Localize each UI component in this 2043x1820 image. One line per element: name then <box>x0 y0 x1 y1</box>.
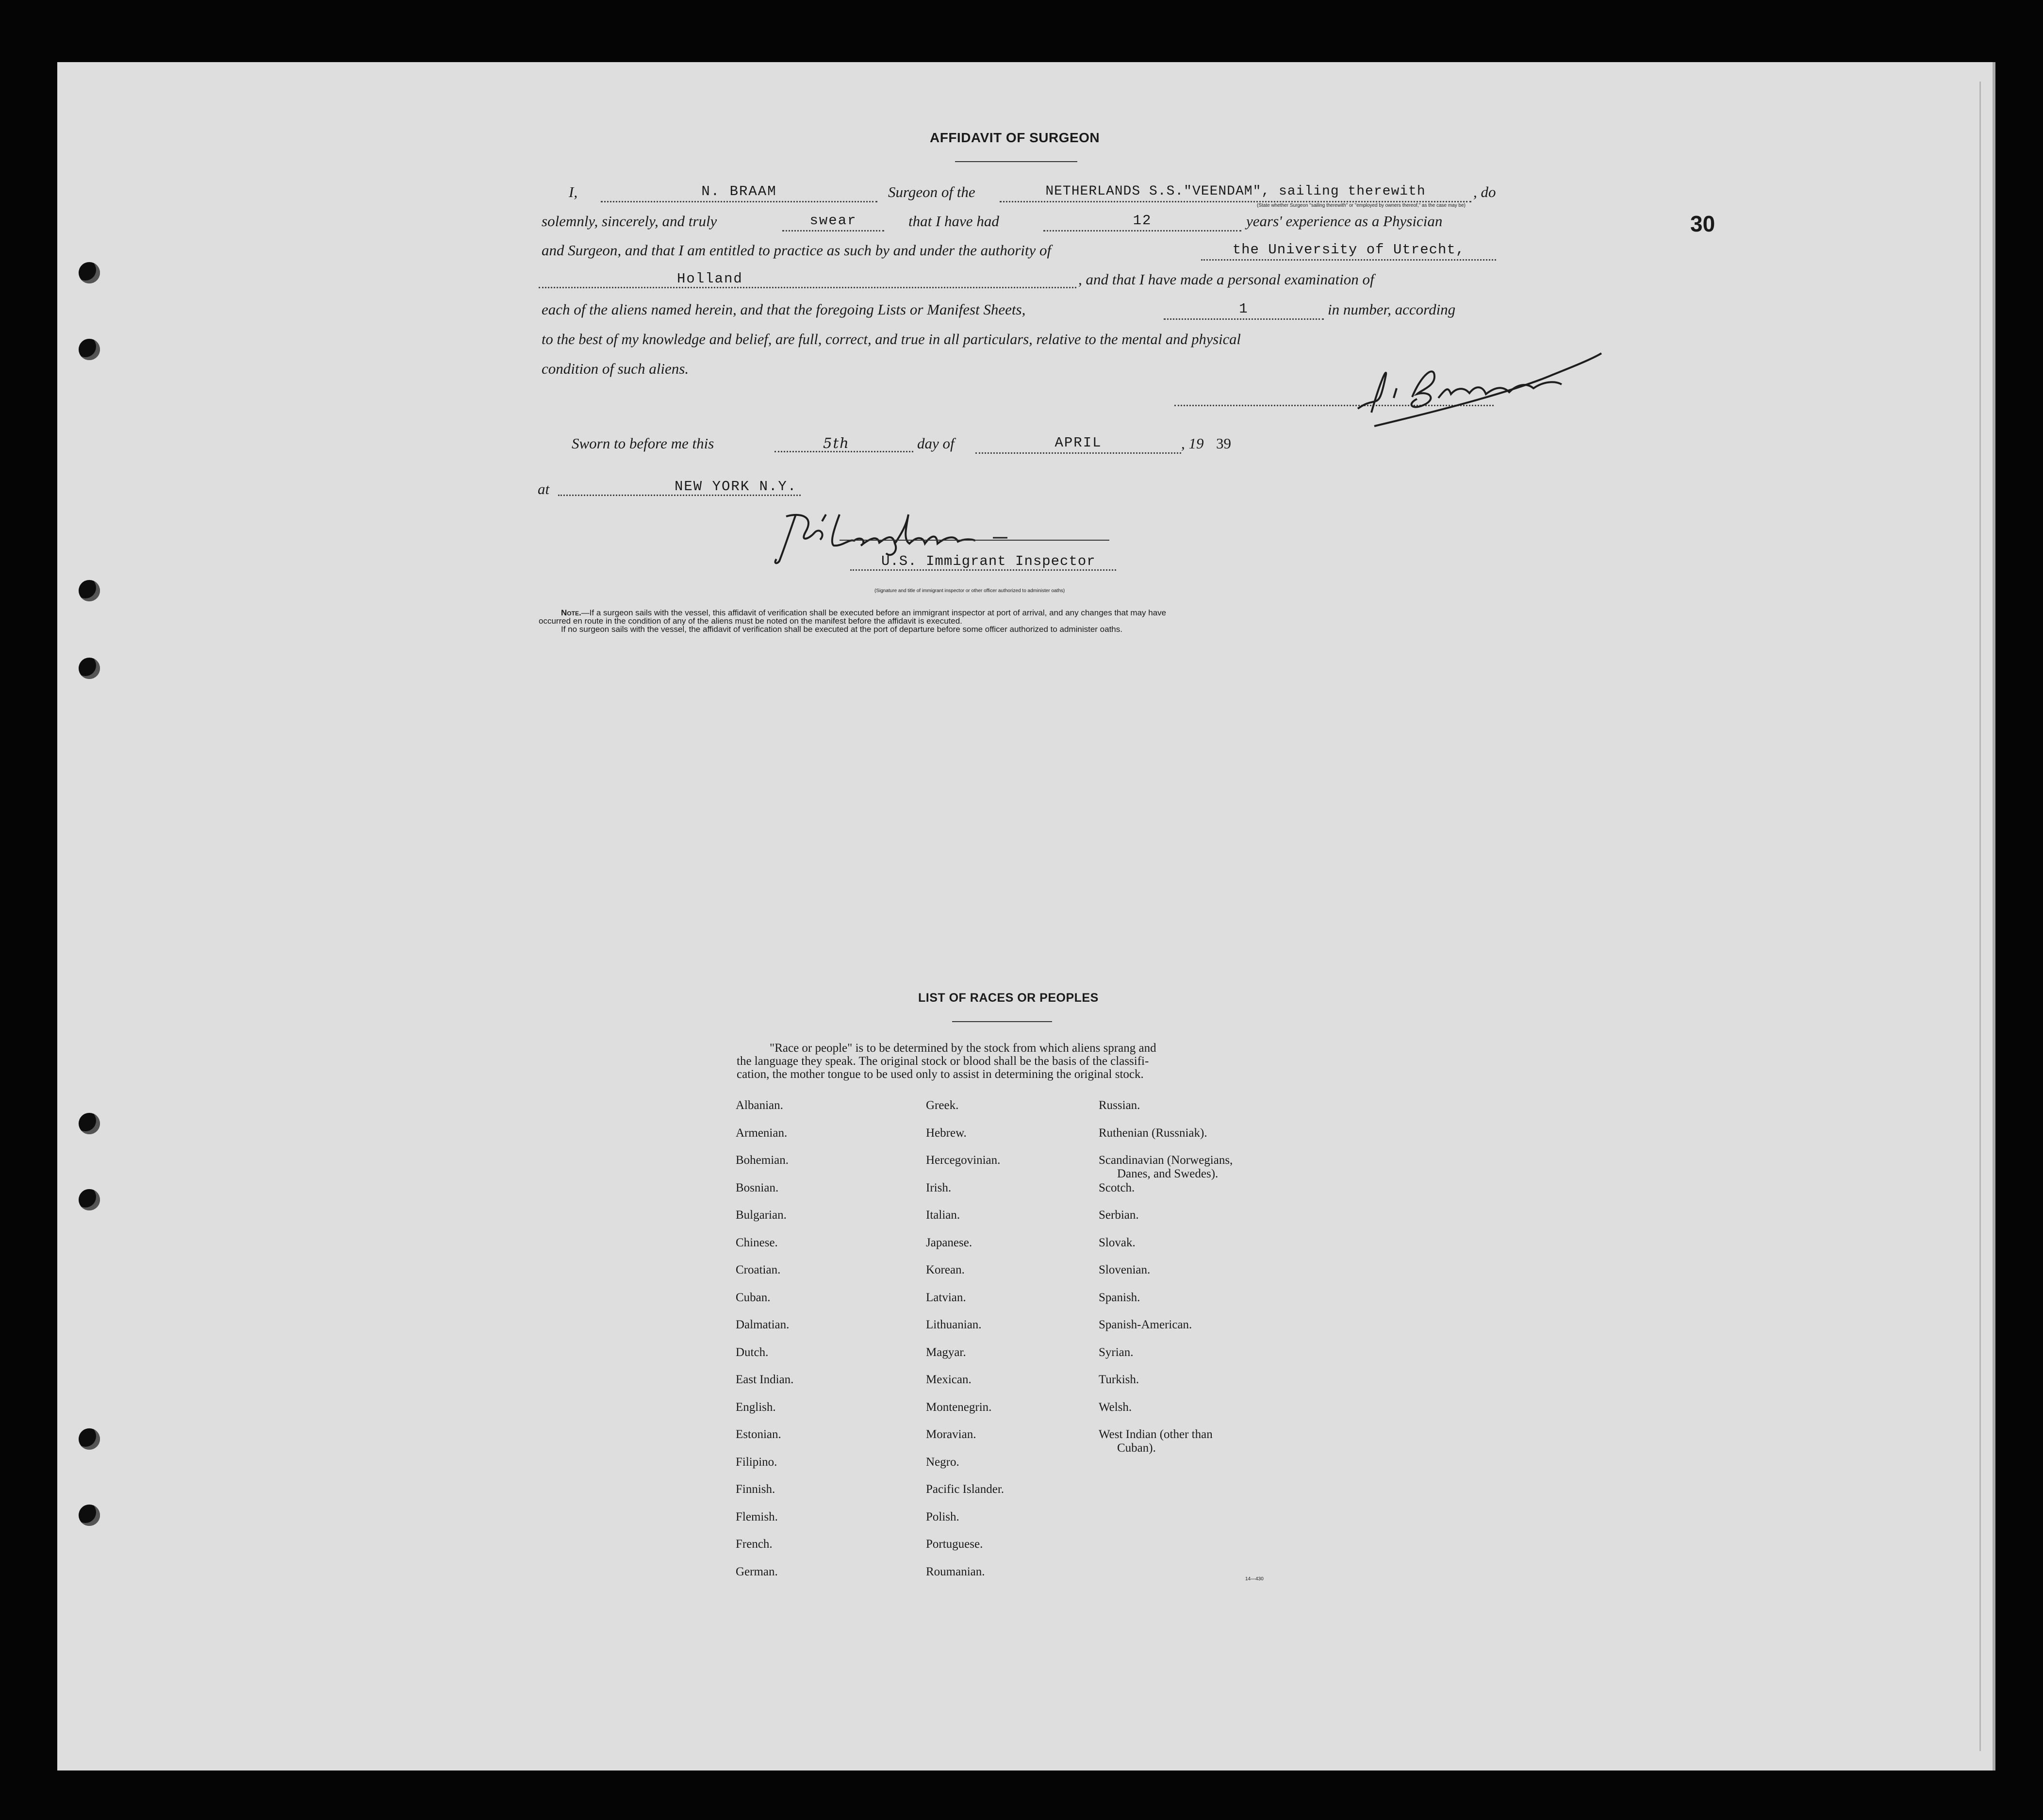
race-item: Spanish-American. <box>1099 1318 1192 1331</box>
note-line-3: If no surgeon sails with the vessel, the affidavit of verification shall be executed at the port of departure before some officer authorized to administer oaths. <box>561 625 1122 634</box>
race-item: Latvian. <box>926 1291 966 1304</box>
race-item: Dalmatian. <box>736 1318 790 1331</box>
affidavit-text: Surgeon of the <box>888 183 975 200</box>
authority-field-continued: Holland <box>539 271 1076 288</box>
races-intro-line-1: "Race or people" is to be determined by the stock from which aliens sprang and <box>770 1042 1156 1055</box>
place-field: NEW YORK N.Y. <box>558 479 801 496</box>
race-item: Moravian. <box>926 1428 976 1441</box>
month-field: APRIL <box>975 435 1181 454</box>
race-item: Mexican. <box>926 1373 972 1386</box>
note-line-1 <box>539 609 1166 617</box>
affidavit-text: each of the aliens named herein, and that the foregoing Lists or Manifest Sheets, <box>542 301 1026 318</box>
race-item: Slovenian. <box>1099 1263 1151 1276</box>
race-item: Lithuanian. <box>926 1318 982 1331</box>
race-item: Slovak. <box>1099 1236 1136 1249</box>
affidavit-text: to the best of my knowledge and belief, are full, correct, and true in all particulars, relative to the mental and physical <box>542 331 1241 347</box>
race-item: Portuguese. <box>926 1538 983 1551</box>
affidavit-title: AFFIDAVIT OF SURGEON <box>930 130 1100 145</box>
race-item: Polish. <box>926 1510 959 1523</box>
races-intro <box>737 1042 1156 1081</box>
race-item: Flemish. <box>736 1510 778 1523</box>
race-item: Cuban. <box>736 1291 771 1304</box>
race-item: Serbian. <box>1099 1208 1139 1222</box>
affidavit-note <box>539 609 1166 633</box>
affidavit-text: that I have had <box>908 213 999 230</box>
race-item: West Indian (other than <box>1099 1428 1213 1441</box>
race-item: Croatian. <box>736 1263 781 1276</box>
signature-caption: (Signature and title of immigrant inspector or other officer authorized to administer oaths) <box>874 588 1065 594</box>
day-value: 5th <box>823 435 850 451</box>
punch-hole <box>79 339 100 360</box>
race-item: Irish. <box>926 1181 952 1194</box>
ship-field-note: (State whether Surgeon "sailing therewith" or "employed by owners thereof," as the case may be) <box>1257 203 1466 208</box>
race-item: Filipino. <box>736 1455 777 1469</box>
inspector-title-field: U.S. Immigrant Inspector <box>850 553 1116 571</box>
affidavit-text: in number, according <box>1328 301 1456 318</box>
race-item: Cuban). <box>1117 1441 1156 1455</box>
document-page <box>57 62 1995 1770</box>
race-item: Magyar. <box>926 1345 966 1359</box>
race-item: Finnish. <box>736 1483 775 1496</box>
race-item: Armenian. <box>736 1126 788 1140</box>
race-item: Chinese. <box>736 1236 778 1249</box>
race-item: Japanese. <box>926 1236 972 1249</box>
page-number: 30 <box>1690 211 1715 236</box>
race-item: Bulgarian. <box>736 1208 787 1222</box>
punch-hole <box>79 1428 100 1450</box>
punch-hole <box>79 1505 100 1526</box>
race-item: Bosnian. <box>736 1181 779 1194</box>
note-line-2: occurred en route in the condition of any of the aliens must be noted on the manifest before the affidavit is executed. <box>539 616 962 626</box>
title-rule <box>955 161 1077 162</box>
race-item: French. <box>736 1538 773 1551</box>
race-item: Bohemian. <box>736 1154 789 1167</box>
sworn-text: Sworn to before me this <box>572 435 714 452</box>
affidavit-text: years' experience as a Physician <box>1246 213 1443 230</box>
race-item: Spanish. <box>1099 1291 1140 1304</box>
affidavit-text: I, <box>569 183 578 200</box>
race-item: Hebrew. <box>926 1126 967 1140</box>
race-item: Estonian. <box>736 1428 781 1441</box>
oath-field: swear <box>782 213 884 232</box>
races-intro-line-2: the language they speak. The original stock or blood shall be the basis of the classifi- <box>737 1055 1149 1068</box>
affidavit-text: solemnly, sincerely, and truly <box>542 213 717 230</box>
race-item: Russian. <box>1099 1099 1140 1112</box>
race-item: English. <box>736 1400 776 1414</box>
races-intro-line-3: cation, the mother tongue to be used only to assist in determining the original stock. <box>737 1068 1144 1081</box>
affidavit-text: , and that I have made a personal examination of <box>1078 271 1374 288</box>
note-line-1-text: —If a surgeon sails with the vessel, this affidavit of verification shall be executed before an immigrant inspector at port of arrival, and any changes that may have <box>581 608 1167 617</box>
punch-hole <box>79 580 100 601</box>
race-item: Korean. <box>926 1263 965 1276</box>
race-item: Ruthenian (Russniak). <box>1099 1126 1207 1140</box>
sworn-text: at <box>538 480 550 497</box>
sheets-field: 1 <box>1164 301 1324 320</box>
race-item: Scotch. <box>1099 1181 1135 1194</box>
race-item: Italian. <box>926 1208 960 1222</box>
race-item: Greek. <box>926 1099 959 1112</box>
punch-hole <box>79 1113 100 1134</box>
race-item: Scandinavian (Norwegians, <box>1099 1154 1233 1167</box>
race-item: Montenegrin. <box>926 1400 992 1414</box>
race-item: Welsh. <box>1099 1400 1132 1414</box>
authority-field: the University of Utrecht, <box>1201 242 1496 261</box>
surgeon-signature <box>1349 340 1611 437</box>
affidavit-text: , do <box>1473 183 1496 200</box>
year-field: 39 <box>1216 435 1231 452</box>
race-item: Pacific Islander. <box>926 1483 1005 1496</box>
form-number: 14—430 <box>1245 1576 1264 1582</box>
races-title: LIST OF RACES OR PEOPLES <box>918 991 1099 1005</box>
sworn-text: , 19 <box>1181 435 1204 452</box>
race-item: Danes, and Swedes). <box>1117 1167 1219 1180</box>
race-item: East Indian. <box>736 1373 794 1386</box>
races-title-rule <box>952 1021 1052 1022</box>
sworn-text: day of <box>917 435 955 452</box>
day-field <box>774 435 913 452</box>
years-field: 12 <box>1043 213 1241 232</box>
surgeon-name-field: N. BRAAM <box>601 183 877 202</box>
race-item: Roumanian. <box>926 1565 985 1578</box>
punch-hole <box>79 658 100 679</box>
race-item: Albanian. <box>736 1099 783 1112</box>
punch-hole <box>79 262 100 283</box>
inspector-signature-line <box>840 540 1109 541</box>
ship-field: NETHERLANDS S.S."VEENDAM", sailing therewith <box>1000 183 1471 202</box>
punch-hole <box>79 1189 100 1210</box>
race-item: Hercegovinian. <box>926 1154 1001 1167</box>
race-item: German. <box>736 1565 778 1578</box>
race-item: Syrian. <box>1099 1345 1134 1359</box>
race-item: Negro. <box>926 1455 959 1469</box>
note-lead: Note. <box>561 608 581 617</box>
race-item: Dutch. <box>736 1345 769 1359</box>
affidavit-text: condition of such aliens. <box>542 360 689 377</box>
affidavit-text: and Surgeon, and that I am entitled to practice as such by and under the authority of <box>542 242 1052 259</box>
race-item: Turkish. <box>1099 1373 1139 1386</box>
